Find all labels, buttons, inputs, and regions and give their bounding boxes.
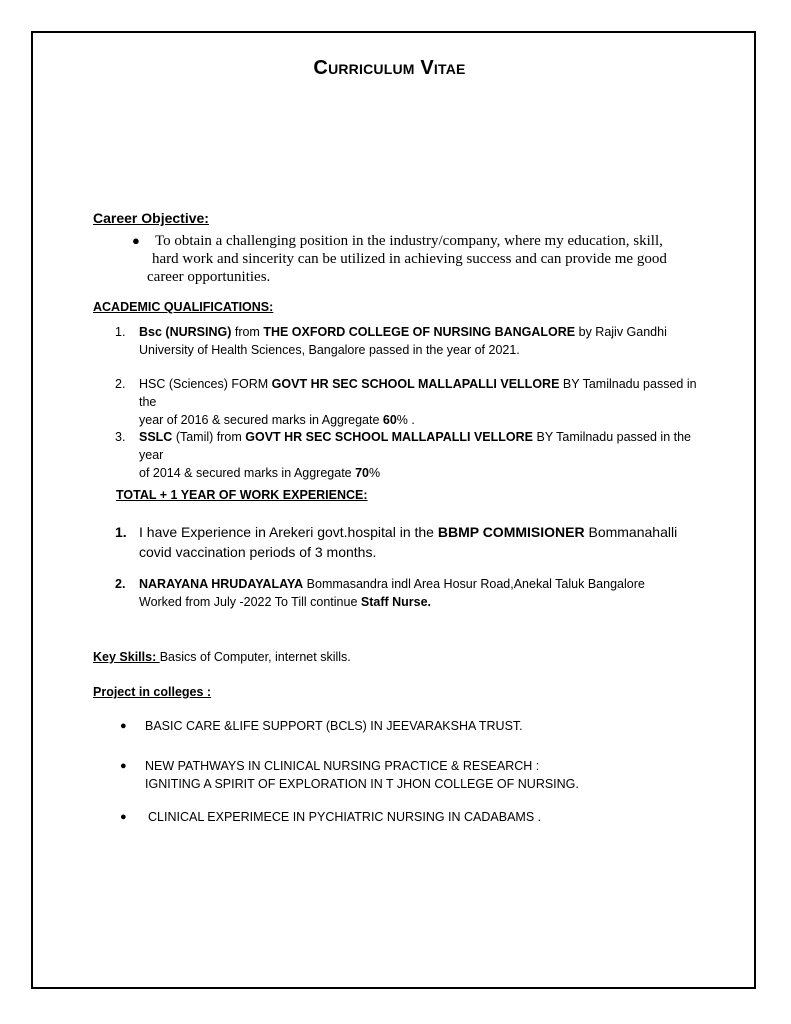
job-role: Staff Nurse.: [360, 595, 432, 609]
academic-item: 2. HSC (Sciences) FORM GOVT HR SEC SCHOOL MALLAPALLI VELLORE BY Tamilnadu passed in the year of 2016 & secured marks in Aggregate 60% .: [115, 377, 697, 427]
degree: HSC: [139, 377, 166, 391]
document-title: Curriculum Vitae: [313, 57, 466, 79]
objective-line: career opportunities.: [147, 269, 271, 285]
score: 70: [355, 466, 370, 480]
bullet-icon: ●: [120, 811, 127, 823]
list-number: 1.: [115, 325, 126, 339]
list-number: 2.: [115, 577, 126, 591]
work-item: 2. NARAYANA HRUDAYALAYA Bommasandra indl Area Hosur Road,Anekal Taluk Bangalore Worked from July -2022 To Till continue Staff Nurse.: [115, 577, 645, 609]
employer: BBMP COMMISIONER: [437, 524, 585, 540]
project-item: ● BASIC CARE &LIFE SUPPORT (BCLS) IN JEEVARAKSHA TRUST.: [120, 719, 523, 733]
page-border: [31, 31, 756, 989]
key-skills: [93, 650, 351, 664]
bullet-icon: ●: [120, 720, 127, 732]
key-skills-label: Key Skills:: [93, 650, 160, 664]
career-objective-heading: Career Objective:: [93, 210, 209, 226]
academic-heading: ACADEMIC QUALIFICATIONS:: [93, 300, 274, 314]
list-number: 2.: [115, 377, 126, 391]
degree: SSLC: [139, 430, 173, 444]
institution: THE OXFORD COLLEGE OF NURSING BANGALORE: [263, 325, 576, 339]
project-item: ● CLINICAL EXPERIMECE IN PYCHIATRIC NURSING IN CADABAMS .: [120, 810, 542, 824]
academic-item: 1. Bsc (NURSING) from THE OXFORD COLLEGE OF NURSING BANGALORE by Rajiv Gandhi University of Health Sciences, Bangalore passed in the year of 2021.: [115, 325, 667, 357]
key-skills-text: Basics of Computer, internet skills.: [159, 650, 351, 664]
project-item: ● NEW PATHWAYS IN CLINICAL NURSING PRACTICE & RESEARCH : IGNITING A SPIRIT OF EXPLORATION IN T JHON COLLEGE OF NURSING.: [120, 759, 579, 791]
projects-heading: Project in colleges :: [93, 685, 212, 699]
work-item: 1. I have Experience in Arekeri govt.hospital in the BBMP COMMISIONER Bommanahalli covid vaccination periods of 3 months.: [115, 524, 678, 560]
work-experience-heading: TOTAL + 1 YEAR OF WORK EXPERIENCE:: [116, 488, 368, 502]
degree: Bsc (NURSING): [139, 325, 232, 339]
objective-line: hard work and sincerity can be utilized in achieving success and can provide me good: [152, 251, 667, 267]
list-number: 1.: [115, 524, 127, 540]
career-objective-text: [132, 232, 695, 286]
academic-item: 3. SSLC (Tamil) from GOVT HR SEC SCHOOL MALLAPALLI VELLORE BY Tamilnadu passed in the year of 2014 & secured marks in Aggregate 70%: [115, 430, 691, 480]
score: 60: [382, 413, 397, 427]
list-number: 3.: [115, 430, 126, 444]
bullet-icon: ●: [120, 760, 127, 772]
institution: GOVT HR SEC SCHOOL MALLAPALLI VELLORE: [271, 377, 560, 391]
bullet-icon: ●: [132, 233, 140, 248]
institution: GOVT HR SEC SCHOOL MALLAPALLI VELLORE: [245, 430, 534, 444]
objective-line: To obtain a challenging position in the industry/company, where my education, skill,: [155, 233, 663, 249]
employer: NARAYANA HRUDAYALAYA: [139, 577, 304, 591]
